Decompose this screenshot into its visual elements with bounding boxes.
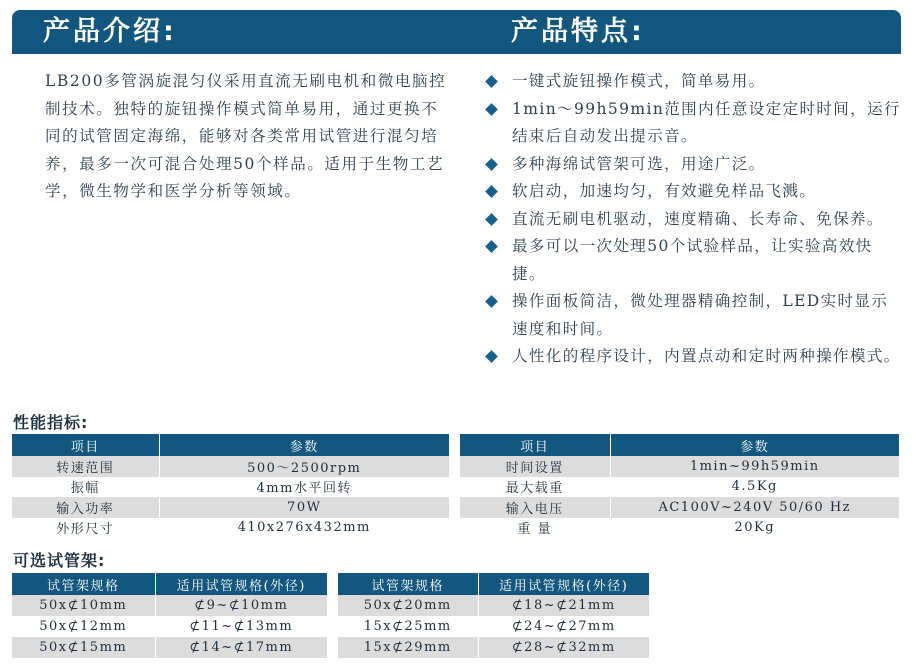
column-header: 参数 [610, 434, 899, 456]
diamond-bullet-icon [485, 213, 498, 226]
column-header: 适用试管规格(外径) [155, 573, 327, 595]
table-cell: 50x⊄10mm [12, 595, 155, 616]
diamond-bullet-icon [485, 103, 498, 116]
racks-table-left [12, 573, 327, 658]
table-cell: 410x276x432mm [159, 518, 449, 539]
column-header: 参数 [159, 434, 449, 456]
feature-item [484, 178, 904, 206]
column-header: 试管架规格 [12, 573, 155, 595]
table-cell: AC100V~240V 50/60 Hz [610, 497, 899, 518]
feature-text: 人性化的程序设计，内置点动和定时两种操作模式。 [512, 347, 901, 365]
table-header-row [460, 434, 899, 456]
diamond-bullet-icon [485, 158, 498, 171]
table-cell: ⊄18~⊄21mm [478, 595, 649, 616]
table-row [12, 616, 327, 637]
intro-heading: 产品介绍: [43, 16, 177, 47]
table-cell: 500～2500rpm [159, 456, 449, 477]
feature-item [484, 206, 904, 234]
diamond-bullet-icon [485, 75, 498, 88]
table-cell: 外形尺寸 [56, 522, 115, 538]
table-cell: 时间设置 [460, 456, 610, 477]
column-header: 项目 [12, 434, 159, 456]
table-cell: 4.5Kg [610, 477, 899, 498]
specs-table-right [460, 434, 899, 538]
table-row [338, 637, 649, 658]
intro-paragraph: LB200多管涡旋混匀仪采用直流无刷电机和微电脑控制技术。独特的旋钮操作模式简单易用，通过更换不同的试管固定海绵，能够对各类常用试管进行混匀培养，最多一次可混合处理50个样品。适用于生物工艺学，微生物学和医学分析等领域。 [45, 72, 447, 200]
table-row [12, 477, 449, 498]
diamond-bullet-icon [485, 240, 498, 253]
feature-text: 1min～99h59min范围内任意设定定时时间，运行结束后自动发出提示音。 [512, 99, 901, 145]
table-row [12, 637, 327, 658]
table-cell: 1min~99h59min [610, 456, 899, 477]
feature-text: 一键式旋钮操作模式，简单易用。 [512, 72, 766, 90]
table-header-row [338, 573, 649, 595]
feature-text: 直流无刷电机驱动，速度精确、长寿命、免保养。 [512, 209, 884, 228]
racks-table-right [338, 573, 649, 658]
column-header: 项目 [460, 434, 610, 456]
table-cell: 15x⊄25mm [363, 619, 452, 634]
table-cell: 输入功率 [12, 497, 159, 518]
table-row [460, 518, 899, 539]
feature-text: 操作面板简洁，微处理器精确控制，LED实时显示速度和时间。 [512, 292, 889, 338]
table-cell: ⊄28~⊄32mm [478, 637, 649, 658]
table-cell: ⊄24~⊄27mm [478, 616, 649, 637]
feature-item [484, 68, 904, 96]
table-cell: 振幅 [70, 481, 100, 497]
table-cell: 20Kg [610, 518, 899, 539]
feature-item [484, 343, 904, 371]
table-header-row [12, 434, 449, 456]
table-row [460, 456, 899, 477]
table-cell: 70W [159, 497, 449, 518]
table-row [338, 595, 649, 616]
table-cell: 最大载重 [505, 481, 564, 497]
specs-table-left [12, 434, 449, 538]
diamond-bullet-icon [485, 185, 498, 198]
features-list [484, 68, 904, 371]
feature-item [484, 96, 904, 151]
table-cell: 50x⊄20mm [338, 595, 478, 616]
table-cell: ⊄9~⊄10mm [155, 595, 327, 616]
table-header-row [12, 573, 327, 595]
column-header: 试管架规格 [338, 573, 478, 595]
feature-item [484, 151, 904, 179]
feature-text: 软启动，加速均匀，有效避免样品飞溅。 [512, 182, 817, 200]
column-header: 适用试管规格(外径) [478, 573, 649, 595]
diamond-bullet-icon [485, 295, 498, 308]
table-cell: 50x⊄12mm [39, 619, 128, 634]
table-row [12, 595, 327, 616]
table-cell: 输入电压 [460, 497, 610, 518]
table-cell: 15x⊄29mm [338, 637, 478, 658]
feature-text: 多种海绵试管架可选，用途广泛。 [512, 154, 766, 173]
table-cell: 重 量 [517, 522, 553, 538]
table-row [338, 616, 649, 637]
table-cell: ⊄14~⊄17mm [155, 637, 327, 658]
diamond-bullet-icon [485, 350, 498, 363]
feature-item [484, 288, 904, 343]
table-row [12, 518, 449, 539]
table-cell: 50x⊄15mm [12, 637, 155, 658]
table-row [460, 477, 899, 498]
table-row [460, 497, 899, 518]
table-cell: 4mm水平回转 [159, 477, 449, 498]
table-row [12, 456, 449, 477]
feature-item [484, 233, 904, 288]
specs-title: 性能指标: [13, 413, 89, 432]
racks-title: 可选试管架: [13, 551, 106, 570]
table-cell: ⊄11~⊄13mm [155, 616, 327, 637]
feature-text: 最多可以一次处理50个试验样品，让实验高效快捷。 [512, 237, 873, 283]
table-cell: 转速范围 [12, 456, 159, 477]
table-row [12, 497, 449, 518]
features-heading: 产品特点: [511, 16, 645, 47]
